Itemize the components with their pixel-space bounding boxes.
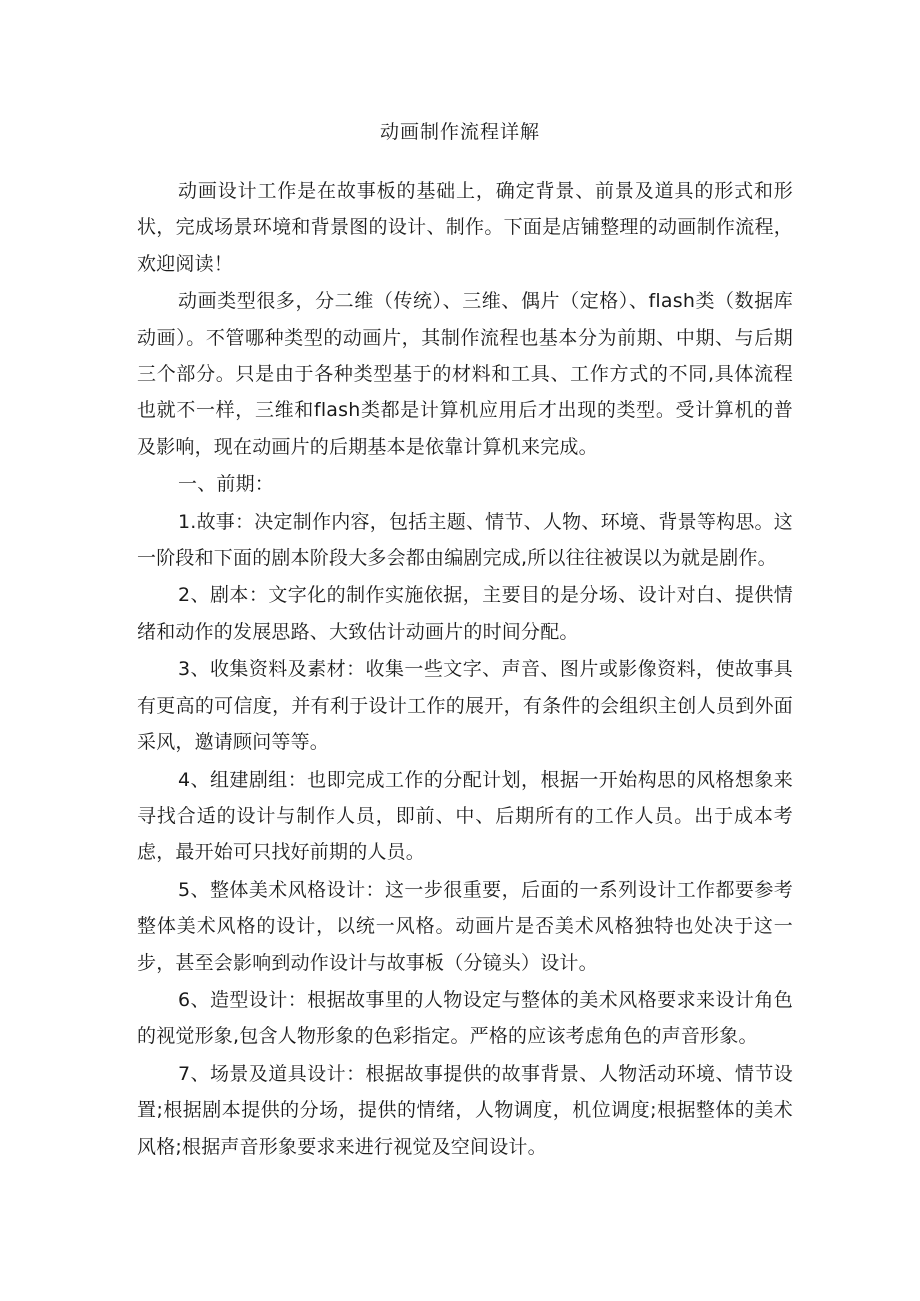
document-body bbox=[137, 173, 793, 1166]
section-heading-preproduction: 一、前期： bbox=[178, 473, 275, 496]
paragraph-step-5-art-style: 5、整体美术风格设计：这一步很重要，后面的一系列设计工作都要参考整体美术风格的设计，以统一风格。动画片是否美术风格独特也处决于这一步，甚至会影响到动作设计与故事板（分镜头）设计。 bbox=[137, 878, 793, 974]
paragraph-step-6-character-design: 6、造型设计：根据故事里的人物设定与整体的美术风格要求来设计角色的视觉形象,包含人物形象的色彩指定。严格的应该考虑角色的声音形象。 bbox=[137, 988, 793, 1048]
paragraph-step-4-crew: 4、组建剧组：也即完成工作的分配计划，根据一开始构思的风格想象来寻找合适的设计与制作人员，即前、中、后期所有的工作人员。出于成本考虑，最开始可只找好前期的人员。 bbox=[137, 768, 793, 864]
document-title: 动画制作流程详解 bbox=[379, 121, 540, 143]
paragraph-step-2-script: 2、剧本：文字化的制作实施依据，主要目的是分场、设计对白、提供情绪和动作的发展思路、大致估计动画片的时间分配。 bbox=[137, 584, 793, 643]
paragraph-step-3-materials: 3、收集资料及素材：收集一些文字、声音、图片或影像资料，使故事具有更高的可信度，并有利于设计工作的展开，有条件的会组织主创人员到外面采风，邀请顾问等等。 bbox=[137, 658, 793, 754]
paragraph-step-1-story: 1.故事：决定制作内容，包括主题、情节、人物、环境、背景等构思。这一阶段和下面的剧本阶段大多会都由编剧完成,所以往往被误以为就是剧作。 bbox=[137, 510, 793, 570]
paragraph-types: 动画类型很多，分二维（传统）、三维、偶片（定格）、flash类（数据库动画）。不管哪种类型的动画片，其制作流程也基本分为前期、中期、与后期三个部分。只是由于各种类型基于的材料和工具、工作方式的不同,具体流程也就不一样，三维和flash类都是计算机应用后才出现的类型。受计算机的普及影响，现在动画片的后期基本是依靠计算机来完成。 bbox=[137, 290, 793, 458]
paragraph-intro: 动画设计工作是在故事板的基础上，确定背景、前景及道具的形式和形状，完成场景环境和背景图的设计、制作。下面是店铺整理的动画制作流程，欢迎阅读！ bbox=[137, 180, 793, 275]
paragraph-step-7-scene-props: 7、场景及道具设计：根据故事提供的故事背景、人物活动环境、情节设置;根据剧本提供的分场，提供的情绪，人物调度，机位调度;根据整体的美术风格;根据声音形象要求来进行视觉及空间设计。 bbox=[137, 1062, 793, 1158]
